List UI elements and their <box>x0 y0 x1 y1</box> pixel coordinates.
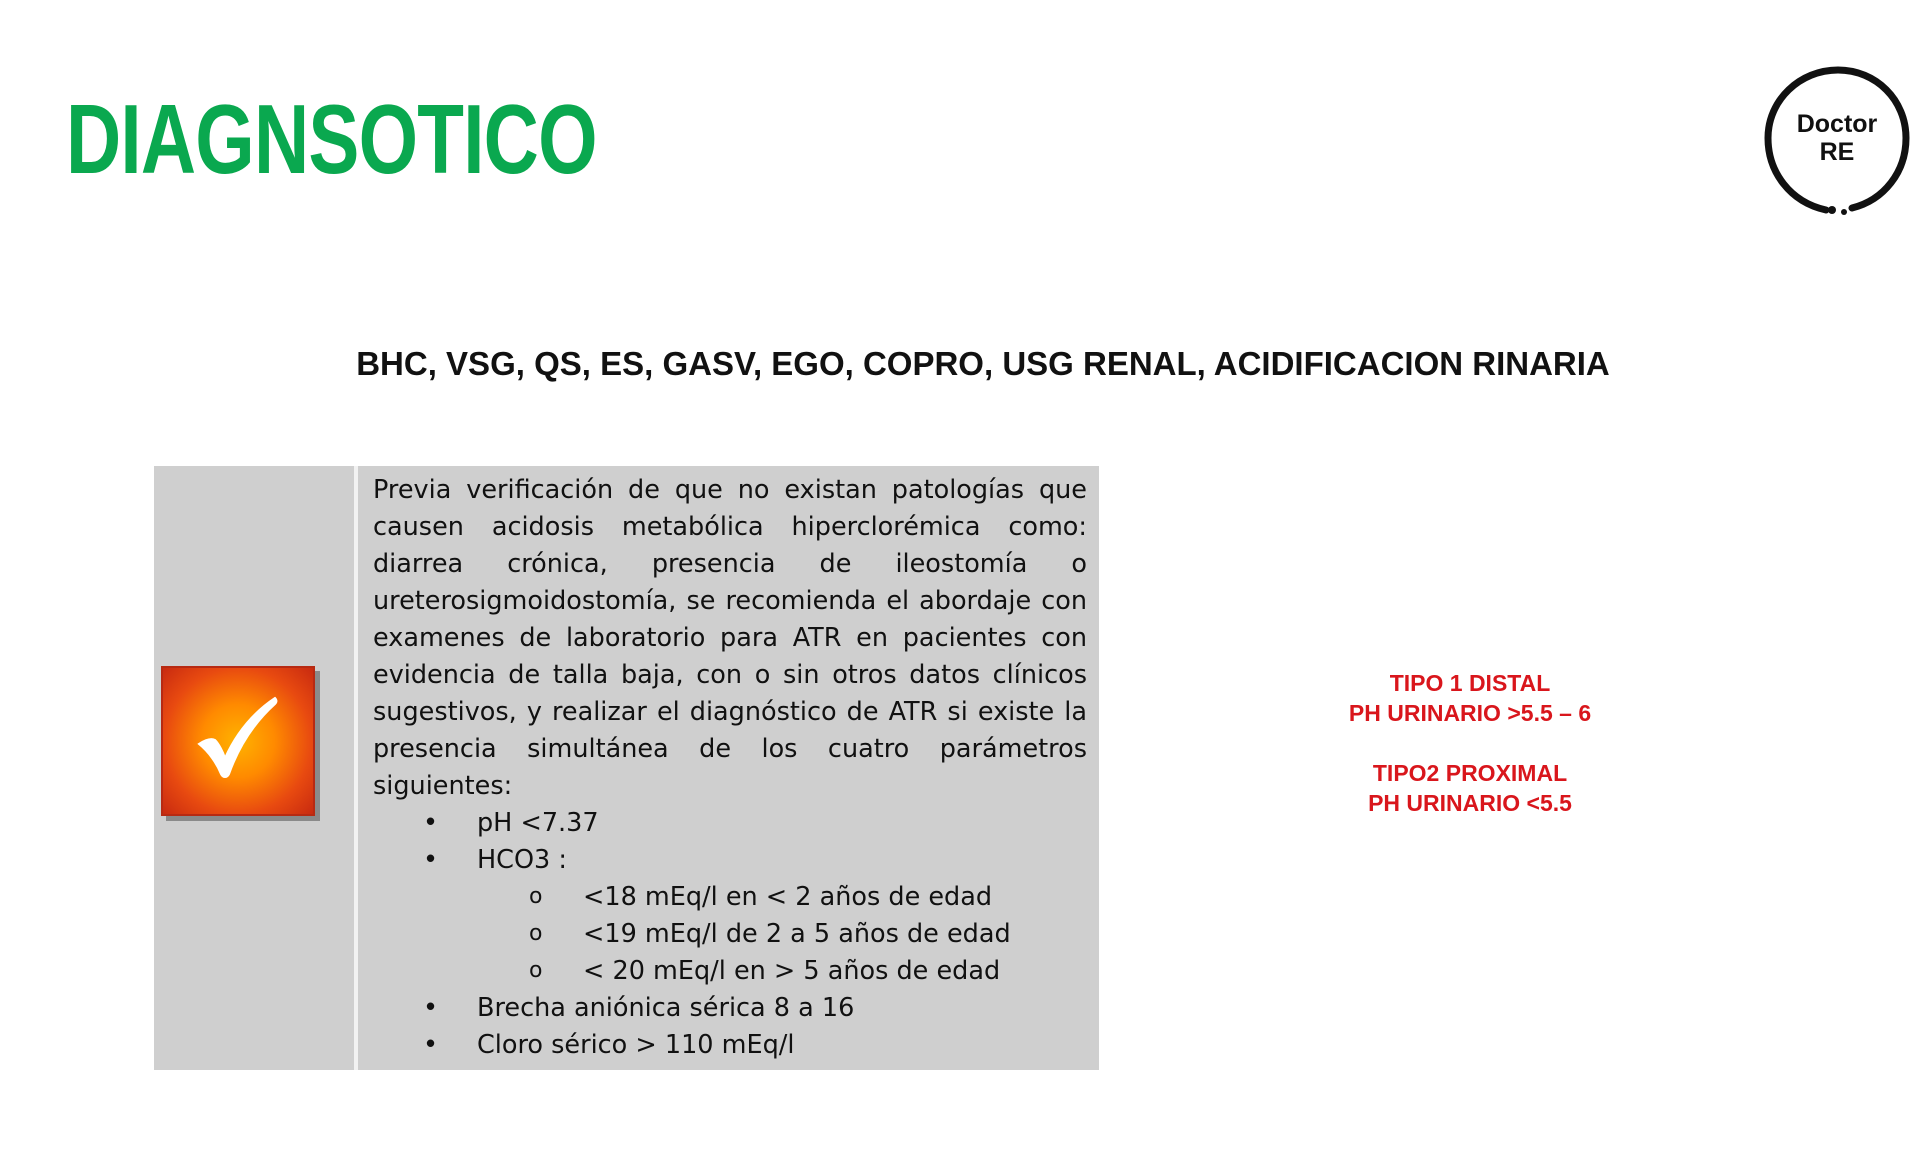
criteria-paragraph: Previa verificación de que no existan patologías que causen acidosis metabólica hiperclorémica como: diarrea crónica, presencia de ileostomía o ureterosigmoidostomía, se recomienda el abordaje con examenes de laboratorio para ATR en pacientes con evidencia de talla baja, con o sin otros datos clínicos sugestivos, y realizar el diagnóstico de ATR si existe la presencia simultánea de los cuatro parámetros siguientes: <box>373 475 1087 801</box>
logo-text <box>1760 110 1914 166</box>
list-item-ph: • pH <7.37 <box>373 805 1087 842</box>
panel-icon-column <box>154 466 358 1070</box>
checkmark-icon <box>191 692 283 784</box>
type1-value: PH URINARIO >5.5 – 6 <box>1348 700 1592 726</box>
logo-line-1: Doctor <box>1796 110 1878 138</box>
list-item-anion-gap: • Brecha aniónica sérica 8 a 16 <box>373 990 1087 1027</box>
logo-line-2: RE <box>1819 138 1855 166</box>
exams-list: BHC, VSG, QS, ES, GASV, EGO, COPRO, USG RENAL, ACIDIFICACION RINARIA <box>356 345 1610 382</box>
type2-title: TIPO2 PROXIMAL <box>1372 760 1568 786</box>
list-item-hco3-sub: o <18 mEq/l en < 2 años de edad <box>373 879 1087 916</box>
type1-title: TIPO 1 DISTAL <box>1389 670 1551 696</box>
criteria-list <box>373 805 1087 1064</box>
doctor-re-logo <box>1760 62 1914 216</box>
diagnosis-criteria-panel <box>154 466 1099 1070</box>
list-item-chloride: • Cloro sérico > 110 mEq/l <box>373 1027 1087 1064</box>
page-title: DIAGNSOTICO <box>66 84 597 194</box>
atr-type-notes <box>1270 668 1670 818</box>
list-item-hco3-sub: o <19 mEq/l de 2 a 5 años de edad <box>373 916 1087 953</box>
list-item-hco3: • HCO3 : <box>373 842 1087 879</box>
type2-value: PH URINARIO <5.5 <box>1368 790 1572 816</box>
list-item-hco3-sub: o < 20 mEq/l en > 5 años de edad <box>373 953 1087 990</box>
criteria-text <box>373 472 1087 1064</box>
checkmark-badge <box>161 666 315 816</box>
